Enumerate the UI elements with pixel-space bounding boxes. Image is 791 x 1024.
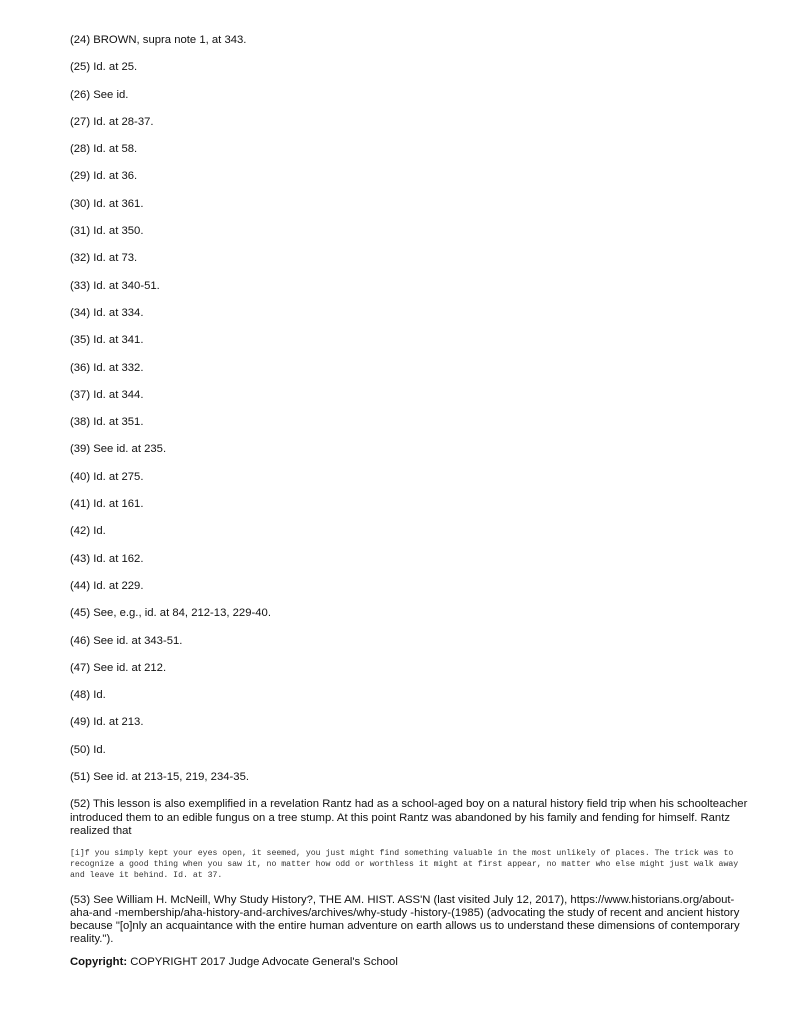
footnote-line: (37) Id. at 344.	[70, 388, 144, 401]
footnote-line: (32) Id. at 73.	[70, 252, 138, 265]
footnote-line: (38) Id. at 351.	[70, 416, 144, 429]
block-quote: [i]f you simply kept your eyes open, it seemed, you just might find something valuable in the most unlikely of places. The trick was to recognize a good thing when you saw it, no matter how odd or worthless it might at first appear, no matter who else might just walk away and leave it behind. Id. at 37.	[70, 848, 739, 881]
footnote-line: (24) BROWN, supra note 1, at 343.	[70, 34, 247, 46]
footnote-list	[70, 34, 750, 784]
footnote-line: (34) Id. at 334.	[70, 306, 144, 319]
footnote-line: (29) Id. at 36.	[70, 170, 138, 183]
footnote-line: (49) Id. at 213.	[70, 716, 144, 729]
footnote-line: (30) Id. at 361.	[70, 197, 144, 210]
footnote-line: (44) Id. at 229.	[70, 579, 144, 592]
footnote-line: (33) Id. at 340-51.	[70, 279, 160, 292]
footnote-line: (28) Id. at 58.	[70, 143, 138, 156]
footnote-52: (52) This lesson is also exemplified in a revelation Rantz had as a school-aged boy on a natural history field trip when his schoolteacher introduced them to an edible fungus on a tree stump. At this point Rantz was abandoned by his family and fending for himself. Rantz realized that	[70, 798, 748, 837]
footnote-line: (42) Id.	[70, 525, 106, 538]
footnote-line: (36) Id. at 332.	[70, 361, 144, 374]
footnote-line: (27) Id. at 28-37.	[70, 115, 154, 128]
footnote-53: (53) See William H. McNeill, Why Study History?, THE AM. HIST. ASS'N (last visited July 12, 2017), https://www.historians.org/about-aha-and -membership/aha-history-and-archives/archives/why-study -history-(1985) (advocating the study of recent and ancient history because "[o]nly an acquaintance with the entire human adventure on earth allows us to understand these dimensions of contemporary reality.").	[70, 893, 740, 946]
footnotes-page	[70, 34, 750, 969]
footnote-line: (47) See id. at 212.	[70, 661, 167, 674]
footnote-line: (25) Id. at 25.	[70, 61, 138, 74]
footnote-line: (40) Id. at 275.	[70, 470, 144, 483]
footnote-line: (43) Id. at 162.	[70, 552, 144, 565]
footnote-line: (26) See id.	[70, 88, 129, 101]
copyright-text: COPYRIGHT 2017 Judge Advocate General's School	[130, 956, 398, 969]
footnote-line: (31) Id. at 350.	[70, 225, 144, 238]
footnote-line: (35) Id. at 341.	[70, 334, 144, 347]
footnote-line: (48) Id.	[70, 689, 106, 702]
footnote-line: (45) See, e.g., id. at 84, 212-13, 229-40.	[70, 607, 271, 620]
footnote-line: (41) Id. at 161.	[70, 498, 144, 511]
footnote-line: (39) See id. at 235.	[70, 443, 167, 456]
copyright-line	[70, 956, 750, 969]
copyright-label: Copyright:	[70, 956, 128, 969]
footnote-line: (50) Id.	[70, 743, 106, 756]
footnote-line: (51) See id. at 213-15, 219, 234-35.	[70, 771, 249, 784]
footnote-line: (46) See id. at 343-51.	[70, 634, 183, 647]
